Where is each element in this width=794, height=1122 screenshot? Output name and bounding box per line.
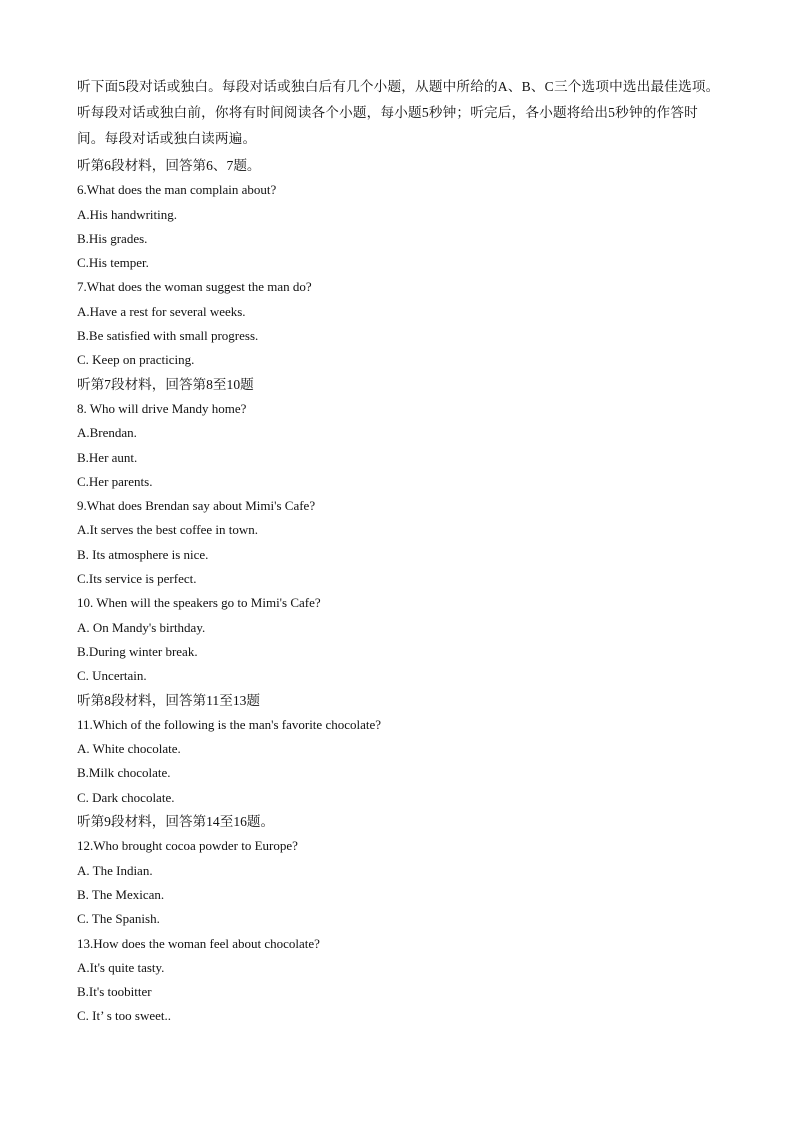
answer-option: C. It’ s too sweet.. (77, 1008, 171, 1024)
instructions-paragraph (77, 74, 737, 152)
answer-option: C. Uncertain. (77, 668, 147, 684)
instructions-line: 听每段对话或独白前，你将有时间阅读各个小题，每小题5秒钟；听完后，各小题将给出5秒钟的作答时 (77, 105, 698, 120)
answer-option: A.Brendan. (77, 425, 137, 441)
questions-list (77, 154, 737, 1029)
answer-option: A.It's quite tasty. (77, 959, 165, 975)
answer-option: C. Dark chocolate. (77, 789, 175, 805)
answer-option: C.Her parents. (77, 473, 153, 489)
section-heading: 听第6段材料，回答第6、7题。 (77, 158, 261, 173)
answer-option: B.Her aunt. (77, 449, 138, 465)
answer-option: B.His grades. (77, 230, 148, 246)
question-stem: 6.What does the man complain about? (77, 182, 277, 198)
answer-option: C.Its service is perfect. (77, 571, 197, 587)
answer-option: A.Have a rest for several weeks. (77, 303, 246, 319)
answer-option: A. The Indian. (77, 862, 153, 878)
answer-option: B.Be satisfied with small progress. (77, 328, 259, 344)
instructions-line: 间。每段对话或独白读两遍。 (77, 131, 257, 146)
answer-option: A. On Mandy's birthday. (77, 619, 206, 635)
question-stem: 7.What does the woman suggest the man do? (77, 279, 312, 295)
question-stem: 11.Which of the following is the man's favorite chocolate? (77, 716, 382, 732)
answer-option: A.His handwriting. (77, 206, 178, 222)
answer-option: B.Milk chocolate. (77, 765, 171, 781)
answer-option: B. Its atmosphere is nice. (77, 546, 209, 562)
question-stem: 12.Who brought cocoa powder to Europe? (77, 838, 298, 854)
section-heading: 听第7段材料，回答第8至10题 (77, 376, 254, 392)
answer-option: B. The Mexican. (77, 886, 165, 902)
answer-option: B.It's toobitter (77, 984, 152, 1000)
question-stem: 10. When will the speakers go to Mimi's Cafe? (77, 595, 321, 611)
answer-option: C.His temper. (77, 255, 149, 271)
answer-option: A. White chocolate. (77, 741, 181, 757)
answer-option: A.It serves the best coffee in town. (77, 522, 258, 538)
answer-option: C. Keep on practicing. (77, 352, 195, 368)
question-stem: 8. Who will drive Mandy home? (77, 400, 247, 416)
section-heading: 听第8段材料，回答第11至13题 (77, 692, 261, 708)
question-stem: 9.What does Brendan say about Mimi's Cafe? (77, 498, 316, 514)
section-heading: 听第9段材料，回答第14至16题。 (77, 814, 275, 830)
answer-option: B.During winter break. (77, 643, 198, 659)
question-stem: 13.How does the woman feel about chocolate? (77, 935, 320, 951)
instructions-line: 听下面5段对话或独白。每段对话或独白后有几个小题，从题中所给的A、B、C三个选项中选出最佳选项。 (77, 79, 720, 94)
answer-option: C. The Spanish. (77, 911, 160, 927)
